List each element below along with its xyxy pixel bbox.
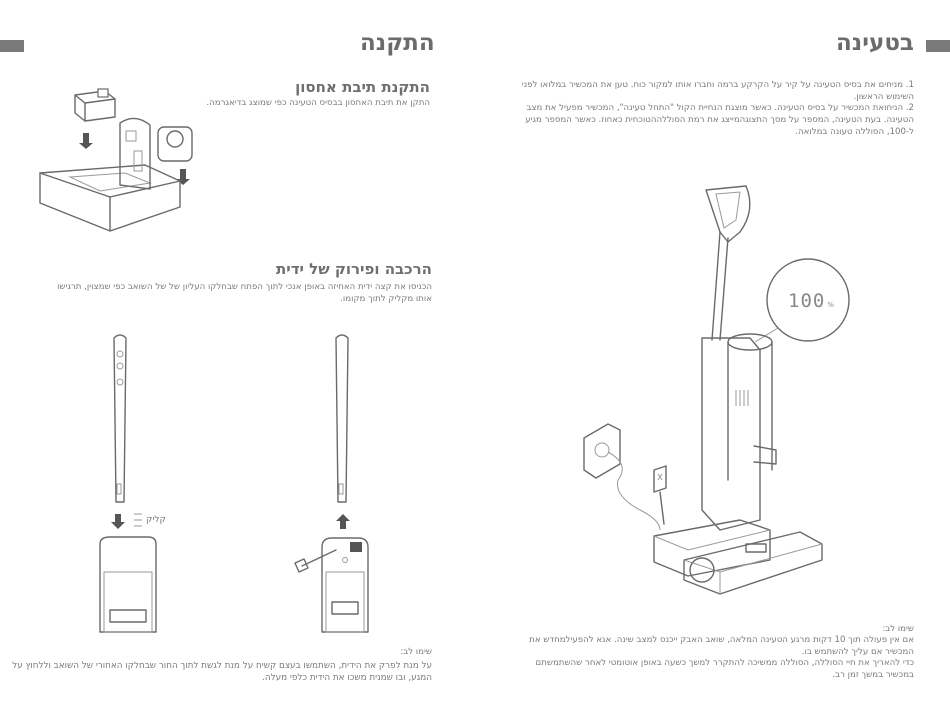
charging-note-title: שימו לב: bbox=[882, 624, 914, 634]
handle-heading: הרכבה ופירוק של ידית bbox=[276, 260, 432, 278]
installation-note-title: שימו לב: bbox=[400, 647, 432, 657]
battery-display bbox=[788, 290, 834, 312]
handle-text: הכניסו את קצה ידית האחיזה באופן אנכי לתוך הפתח שבחלקו העליון של של השואב כפי שמצוין, תרגישו אותו מקליק לתוך מקומו. bbox=[57, 282, 432, 304]
battery-percent-value: 100 bbox=[788, 290, 826, 312]
vacuum-charging-illustration bbox=[570, 180, 930, 620]
storage-box-text: התקן את תיבת האחסון בבסיס הטעינה כפי שמוצג בדיאגרמה. bbox=[206, 98, 430, 108]
storage-box-diagram bbox=[30, 85, 230, 235]
installation-title: התקנה bbox=[360, 30, 435, 56]
click-label: קליק bbox=[146, 515, 166, 525]
handle-diagram bbox=[90, 332, 420, 632]
charging-note-line-1: אם אין פעולה תוך 10 דקות מרגע הטעינה המלאה, שואב האבק ייכנס למצב שינה. אנא להפעילמחדש את המכשיר אם עליך להשתמש בו. bbox=[529, 635, 914, 657]
section-tab-left bbox=[0, 40, 24, 52]
battery-percent-unit: % bbox=[827, 301, 834, 309]
section-tab-right bbox=[926, 40, 950, 52]
charging-step-1: 1. מניחים את בסיס הטעינה על קיר על הקרקע ברמה וחברו אותו למקור כוח. טען את המכשיר במלואו לפני השימוש הראשון. bbox=[521, 80, 914, 102]
storage-box-heading: התקנת תיבת אחסון bbox=[295, 78, 430, 96]
installation-note-text: על מנת לפרק את הידית, השתמשו בעצם קשיח על מנת לגשת לתוך החור שבחלקו האחורי של השואב וללחוץ על המגע, ובו שמנית משכו את הידית כלפי מעלה. bbox=[12, 661, 432, 683]
charging-step-2: 2. הניחואת המכשיר על בסיס הטעינה. כאשר מוצגת הנחיית הקול "התחל טעינה", המכשיר מפעיל את מצב הטעינה. בעת הטעינה, המספר על מסך התצוגהמייצג את רמת הסוללההטוכחית כאחוז. כאשר המספר מגיע ל-100, הסוללה טעונה במלואה. bbox=[525, 103, 914, 137]
charging-title: בטעינה bbox=[836, 30, 914, 56]
charging-note-line-2: כדי להאריך את חיי הסוללה, הסוללה ממשיכה להתקרר למשך כשעה באופן אוטומטי לאחר שהשתמשתם במכשיר במשך זמן רב. bbox=[535, 658, 914, 680]
